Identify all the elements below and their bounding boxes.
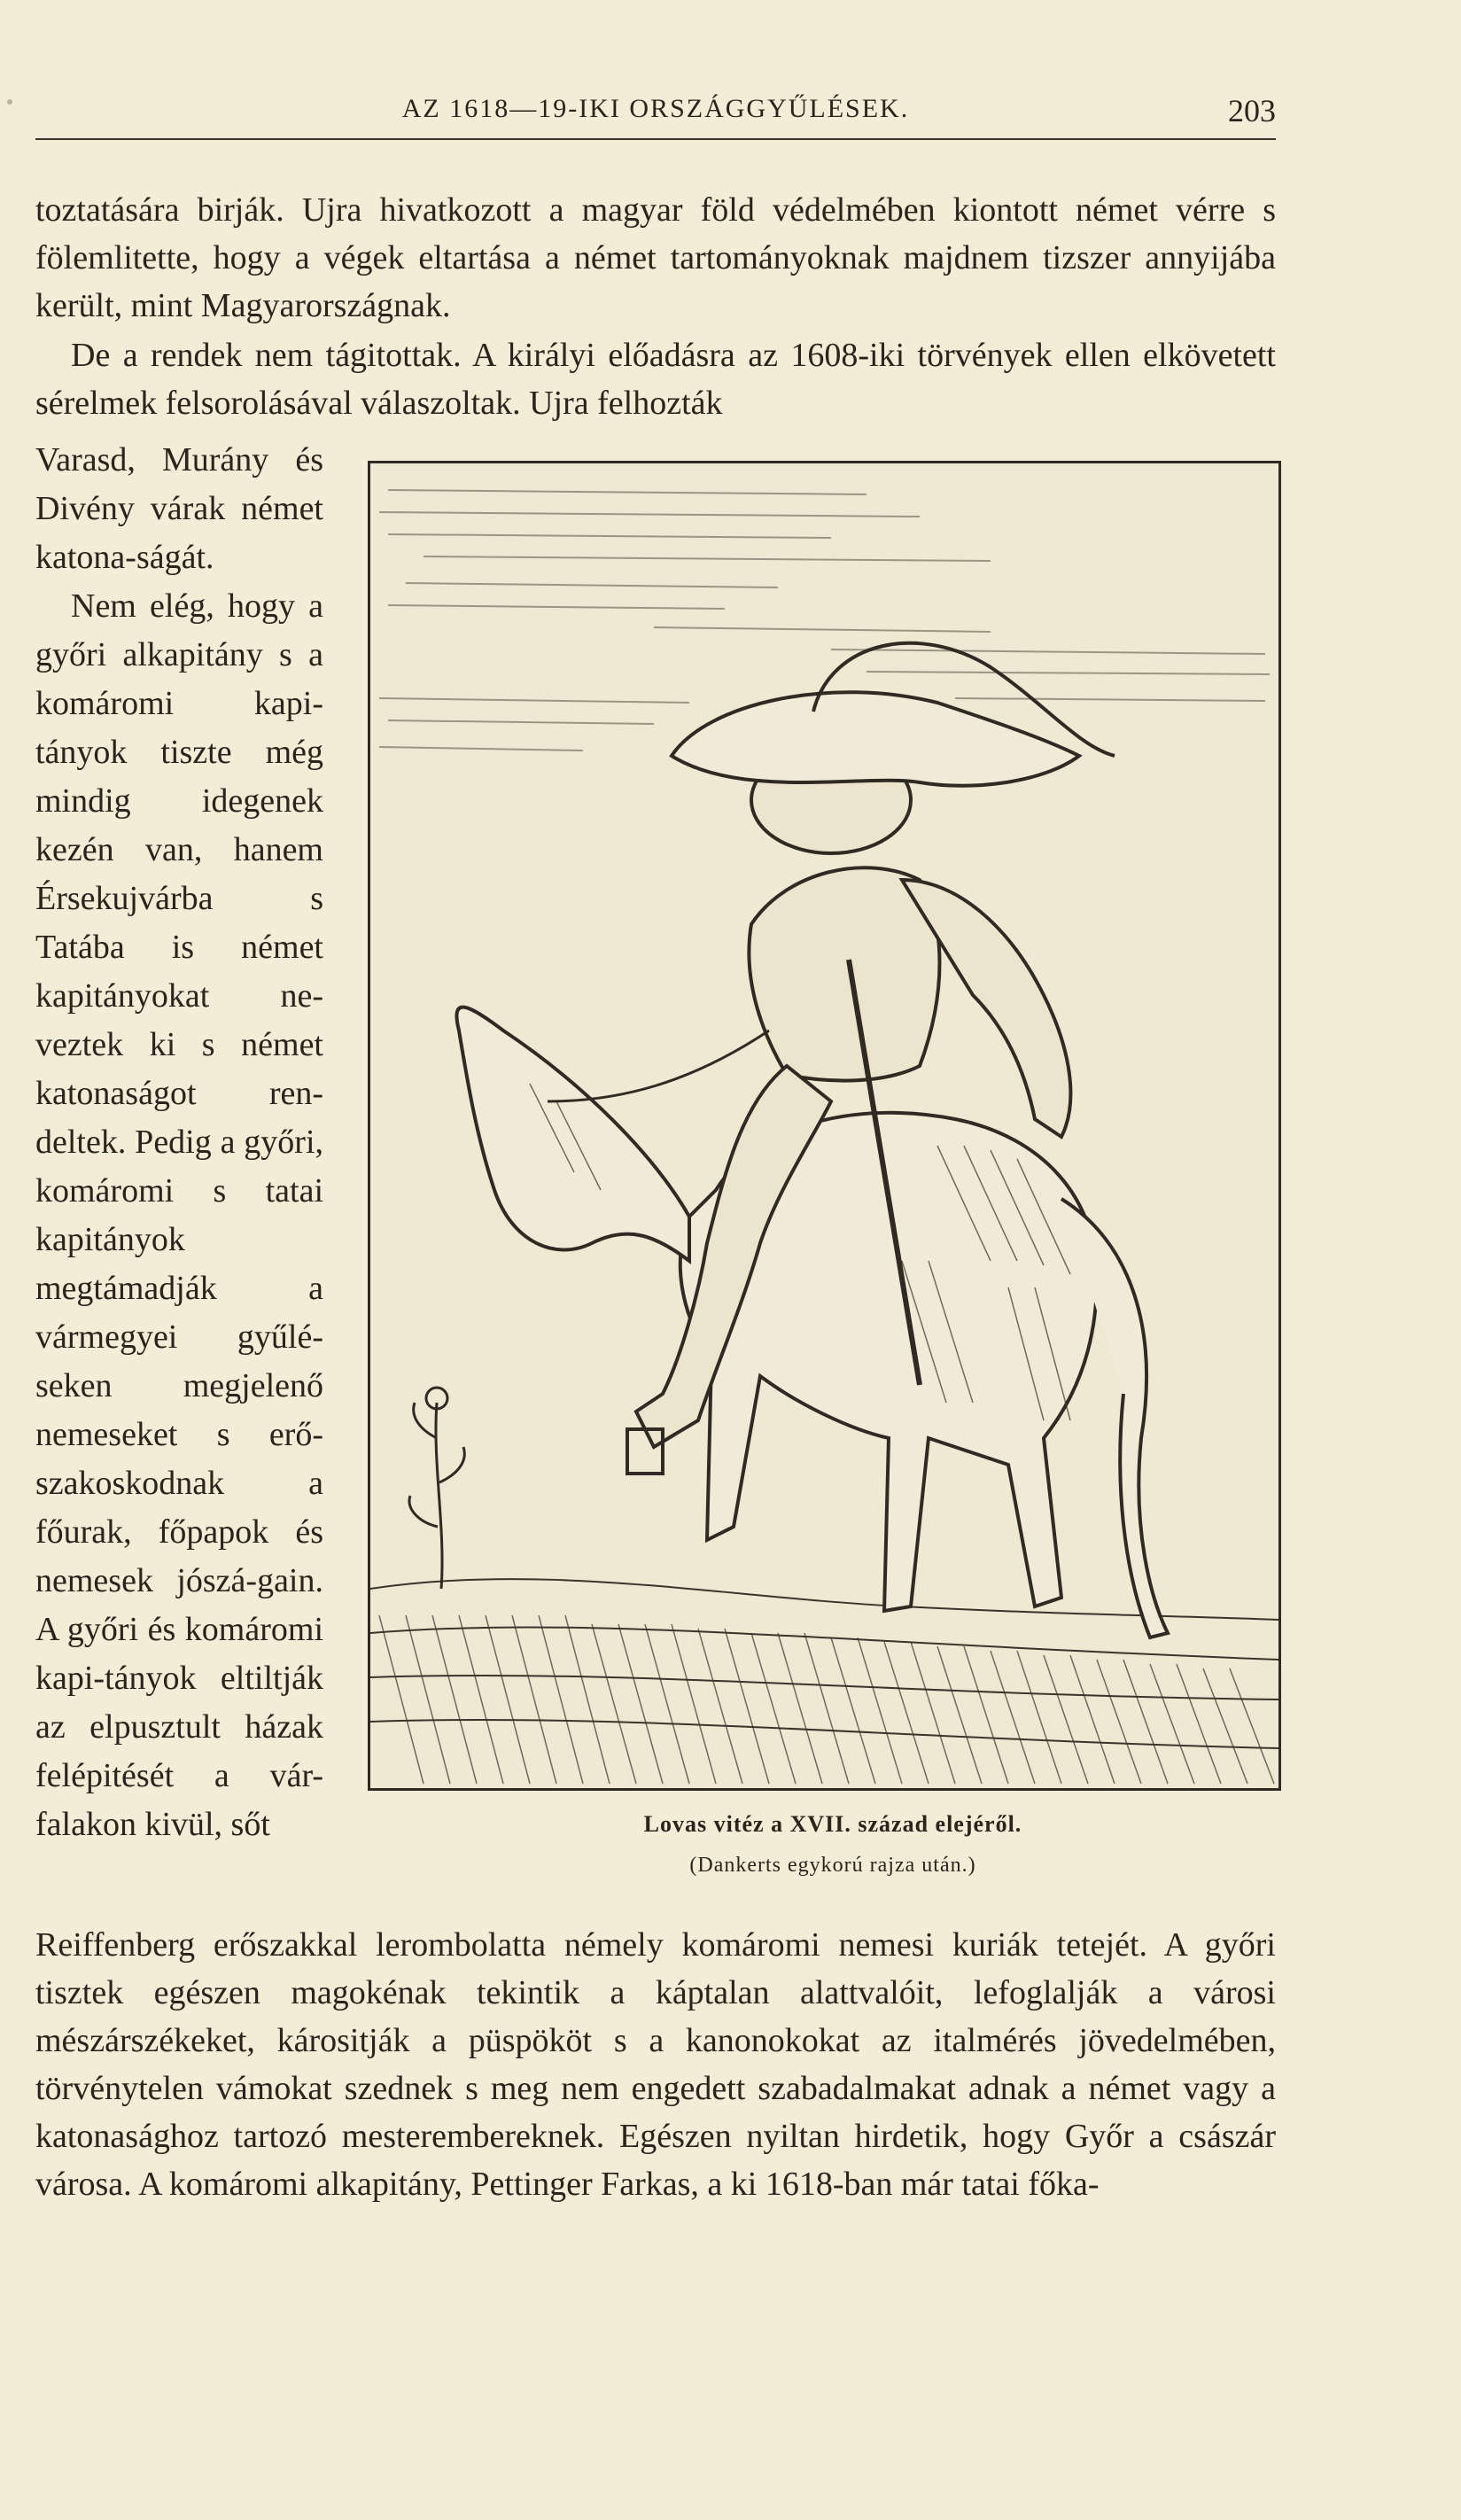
paragraph-continued: toztatására birják. Ujra hivatkozott a magyar föld védelmében kiontott német vérre s fölemlitette, hogy a végek eltartása a német tartományoknak majdnem tizszer annyijába került, mint Magyarországnak. — [35, 191, 1276, 324]
hat — [672, 643, 1115, 786]
illustration-frame — [368, 461, 1281, 1791]
figure-caption: Lovas vitéz a XVII. század elejéről. — [643, 1811, 1022, 1837]
paragraph-continuation: Varasd, Murány és Divény várak német katona-ságát. — [35, 441, 323, 576]
page-number: 203 — [1228, 93, 1276, 128]
paper-spot — [7, 99, 12, 105]
paragraph-body: Nem elég, hogy a győri alkapitány s a komáromi kapi-tányok tiszte még mindig idegenek kezén van, hanem Érsekujvárba s Tatába is német kapitányokat ne-veztek ki s német katonaságot ren-deltek. Pedig a győri, komáromi s tatai kapitányok megtámadják a vármegyei gyűlé-seken megjelenő nemeseket s erő-szakoskodnak a főurak, főpapok és nemesek jószá-gain. A győri és komáromi kapi-tányok eltiltják az elpusztult házak felépitését a vár-falakon kivül, sőt — [35, 587, 323, 1843]
paragraph-closing: Reiffenberg erőszakkal lerombolatta némely komáromi nemesi kuriák tetejét. A győri tisztek egészen magokénak tekintik a káptalan alattvalóit, lefoglalják a városi mészárszékeket, kárositják a püspököt s a kanonokokat az italmérés jövedelmében, törvénytelen vámokat szednek s meg nem engedett szabadalmakat adnak a német vagy a katonasághoz tartozó mesterembereknek. Egészen nyiltan hirdetik, hogy Győr a császár városa. A komáromi alkapitány, Pettinger Farkas, a ki 1618-ban már tatai főka- — [35, 1926, 1276, 2203]
ground-hatching — [379, 1615, 1274, 1784]
page-header — [35, 85, 1276, 140]
figure-source: (Dankerts egykorú rajza után.) — [689, 1854, 976, 1877]
paragraph-intro: De a rendek nem tágitottak. A királyi előadásra az 1608-iki törvények ellen elkövetett sérelmek felsorolásával válaszoltak. Ujra felhozták — [35, 337, 1276, 422]
running-title: AZ 1618—19-IKI ORSZÁGGYŰLÉSEK. — [401, 94, 910, 123]
horseman-illustration — [370, 463, 1278, 1788]
plant — [409, 1388, 464, 1589]
side-column — [35, 436, 323, 1849]
